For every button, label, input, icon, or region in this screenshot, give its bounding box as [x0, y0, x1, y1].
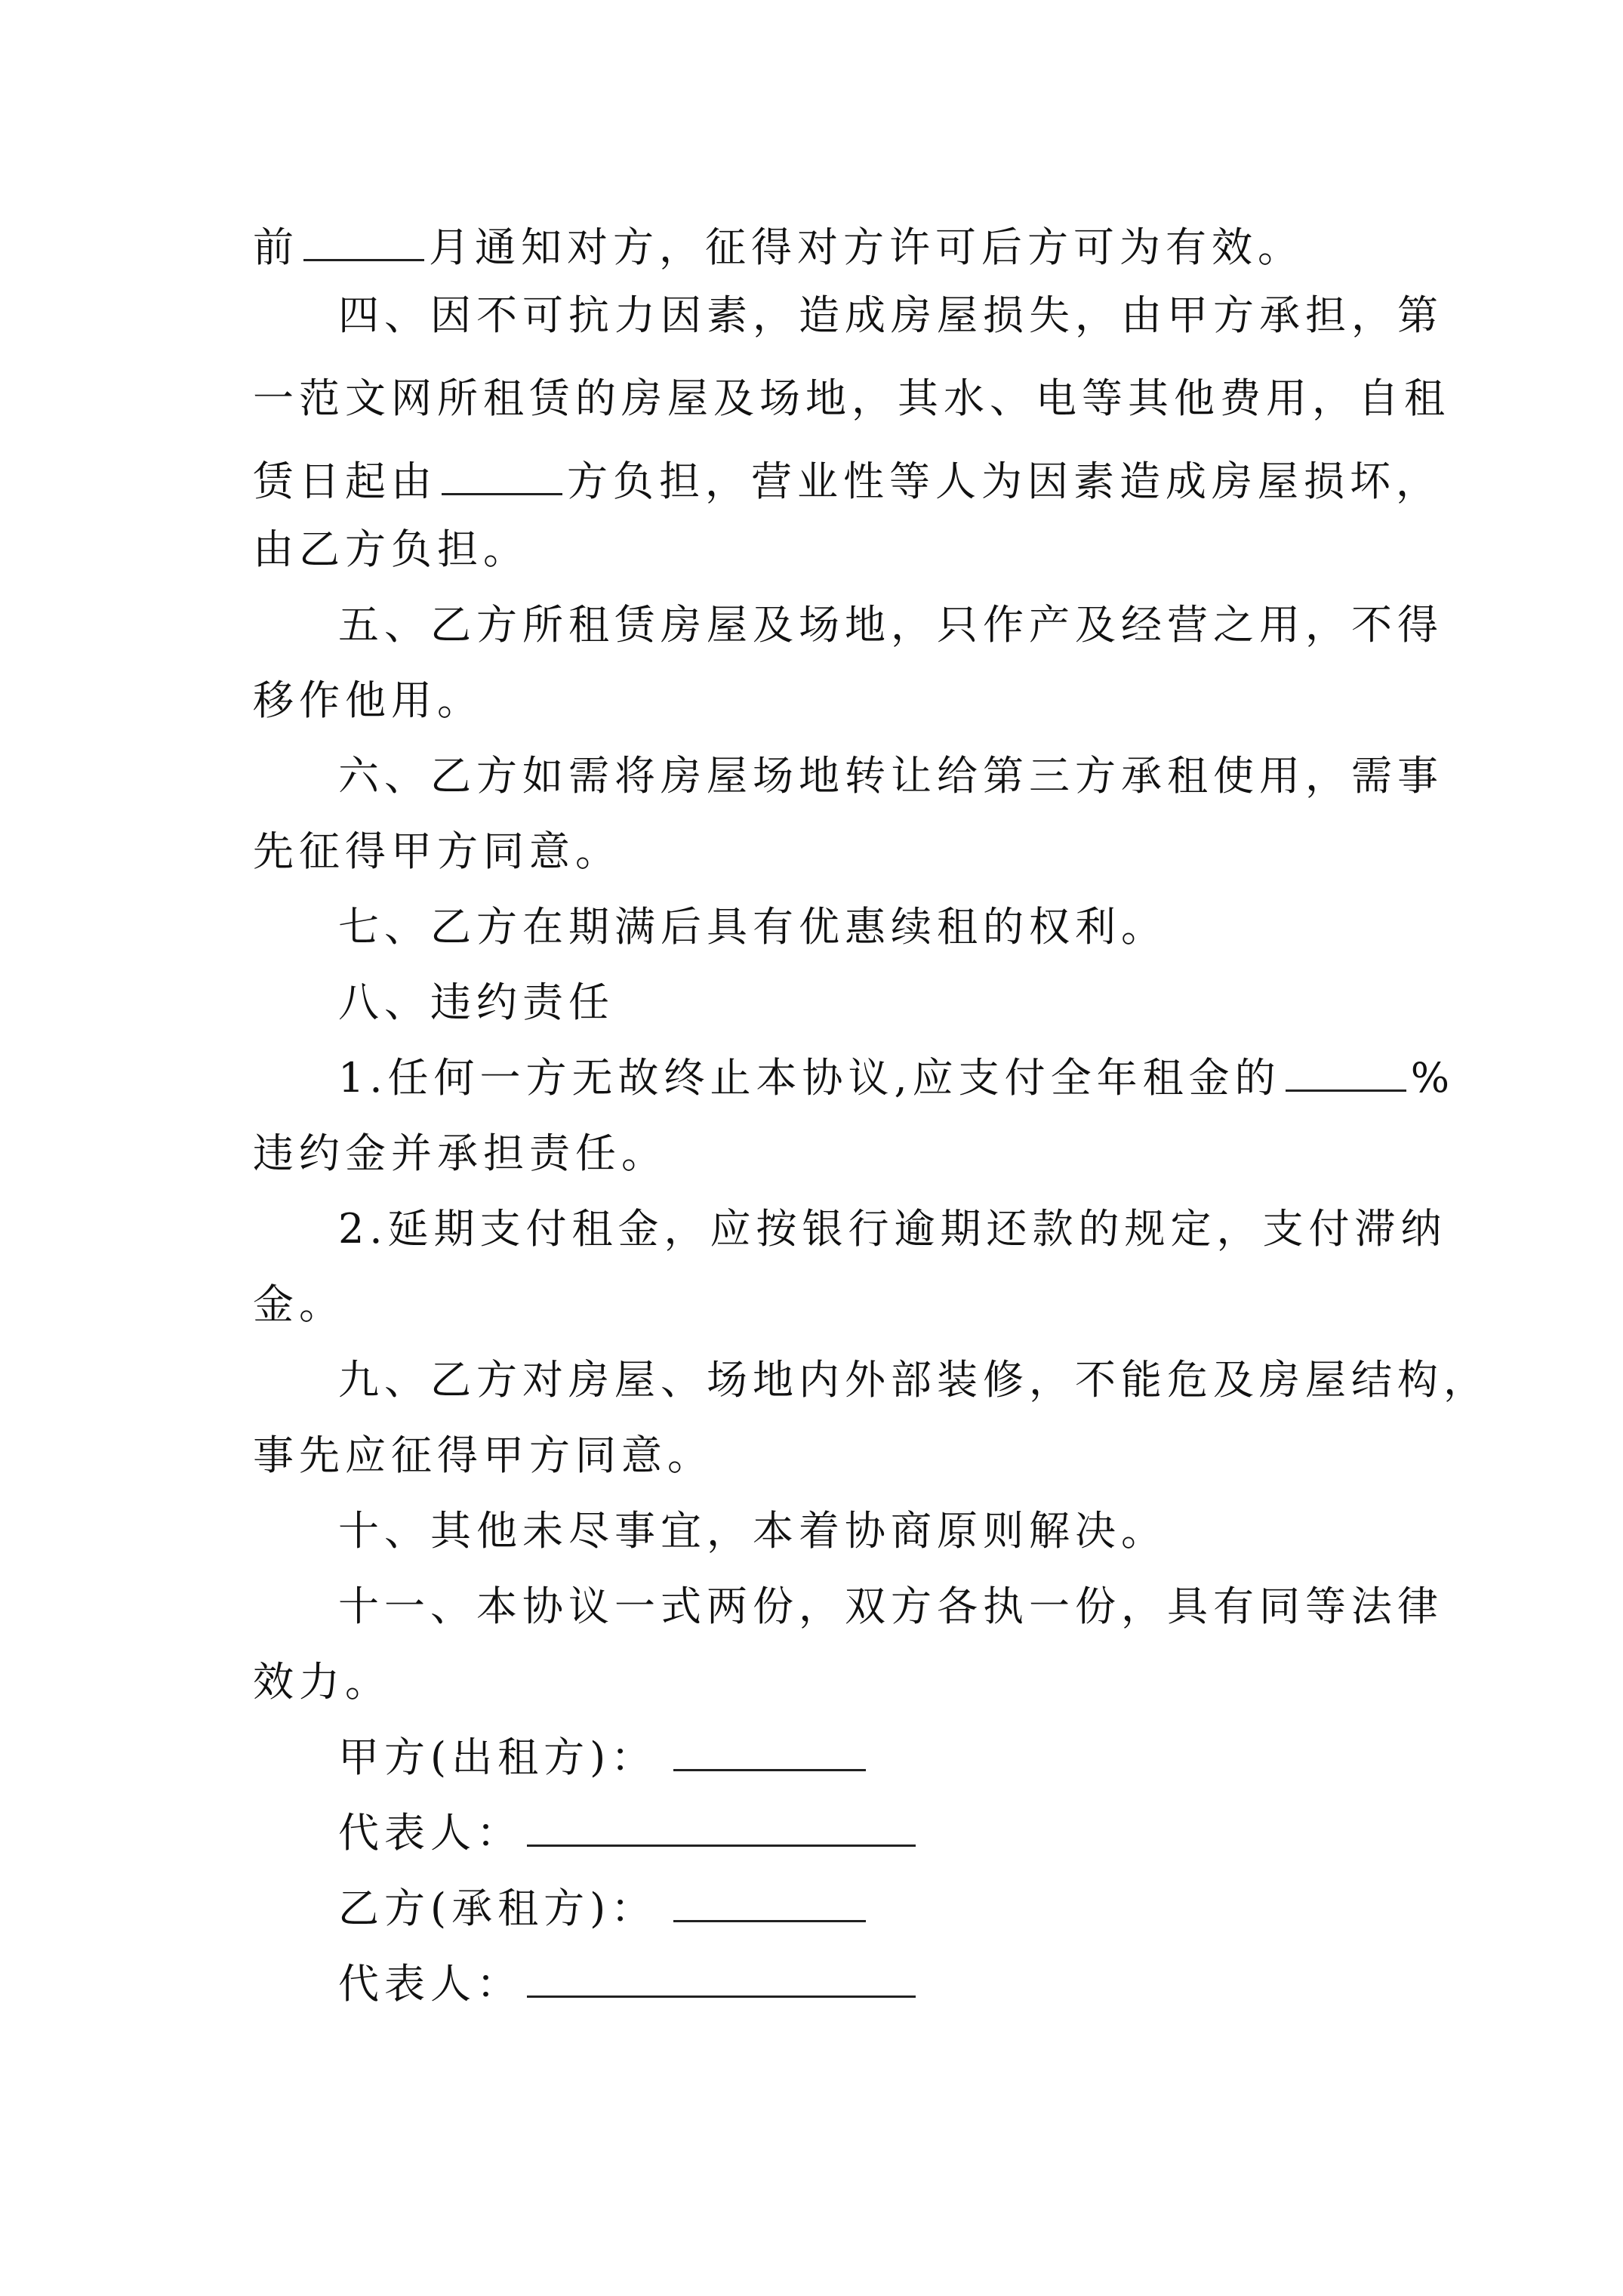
- text-line-1: [253, 221, 1304, 274]
- clause-4-line-2: 一范文网所租赁的房屋及场地，其水、电等其他费用，自租: [253, 374, 1450, 422]
- fill-in-blank[interactable]: [442, 457, 562, 495]
- party-a-label: 甲方(出租方)：: [338, 1734, 658, 1781]
- clause-6-line-2: 先征得甲方同意。: [253, 827, 621, 875]
- party-b-label: 乙方(承租方)：: [338, 1885, 658, 1932]
- party-b-representative-blank[interactable]: [527, 1959, 916, 1998]
- representative-label: 代表人：: [338, 1809, 522, 1857]
- clause-6-line-1: 六、乙方如需将房屋场地转让给第三方承租使用，需事: [338, 752, 1443, 800]
- clause-8-item-2-line-1: 2.延期支付租金，应按银行逾期还款的规定，支付滞纳: [338, 1205, 1447, 1253]
- text-segment: 1.任何一方无故终止本协议,应支付全年租金的: [338, 1054, 1281, 1102]
- clause-9-line-2: 事先应征得甲方同意。: [253, 1432, 713, 1479]
- fill-in-blank[interactable]: [303, 223, 424, 261]
- clause-4-line-4: 由乙方负担。: [253, 525, 529, 573]
- clause-11-line-1: 十一、本协议一式两份，双方各执一份，具有同等法律: [338, 1583, 1443, 1630]
- text-segment: 前: [253, 223, 299, 271]
- clause-8-heading: 八、违约责任: [338, 978, 614, 1026]
- clause-4-line-1: 四、因不可抗力因素，造成房屋损失，由甲方承担，第: [338, 291, 1443, 339]
- clause-8-item-1-line-1: [338, 1052, 1455, 1105]
- party-b-representative-line: [338, 1958, 920, 2011]
- party-a-representative-blank[interactable]: [527, 1808, 916, 1847]
- clause-8-item-1-line-2: 违约金并承担责任。: [253, 1130, 667, 1177]
- clause-4-line-3: [253, 455, 1442, 508]
- clause-7: 七、乙方在期满后具有优惠续租的权利。: [338, 903, 1167, 951]
- party-b-signature-line: [338, 1882, 870, 1935]
- text-segment: 方负担，营业性等人为因素造成房屋损坏，: [567, 458, 1442, 505]
- fill-in-blank[interactable]: [1286, 1053, 1406, 1092]
- clause-9-line-1: 九、乙方对房屋、场地内外部装修，不能危及房屋结构，: [338, 1356, 1489, 1404]
- clause-8-item-2-line-2: 金。: [253, 1281, 345, 1328]
- party-a-signature-line: [338, 1731, 870, 1784]
- party-a-representative-line: [338, 1807, 920, 1860]
- clause-5-line-2: 移作他用。: [253, 676, 483, 724]
- clause-5-line-1: 五、乙方所租赁房屋及场地，只作产及经营之用，不得: [338, 601, 1443, 649]
- clause-10: 十、其他未尽事宜，本着协商原则解决。: [338, 1507, 1167, 1555]
- representative-label: 代表人：: [338, 1960, 522, 2008]
- party-a-blank[interactable]: [673, 1733, 866, 1771]
- text-segment: 月通知对方，征得对方许可后方可为有效。: [429, 223, 1304, 271]
- percent-sign: %: [1410, 1054, 1455, 1102]
- clause-11-line-2: 效力。: [253, 1658, 391, 1706]
- text-segment: 赁日起由: [253, 458, 437, 505]
- party-b-blank[interactable]: [673, 1884, 866, 1922]
